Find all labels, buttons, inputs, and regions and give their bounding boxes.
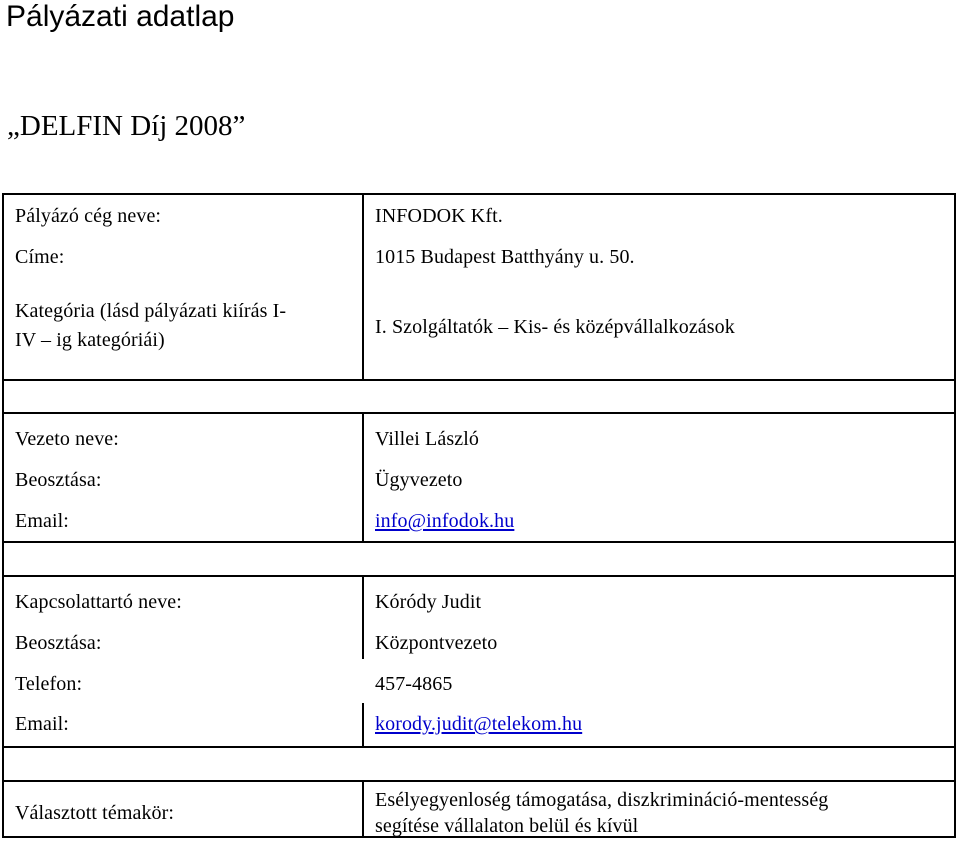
- column-divider: [362, 782, 364, 838]
- contact-position-label: Beosztása:: [15, 632, 102, 654]
- manager-position-label: Beosztása:: [15, 469, 102, 491]
- row-separator: [4, 575, 954, 577]
- application-form-table: [2, 193, 956, 838]
- row-separator: [4, 746, 954, 748]
- company-name-value: INFODOK Kft.: [375, 205, 503, 227]
- row-separator: [4, 780, 954, 782]
- page-title: Pályázati adatlap: [6, 0, 235, 33]
- address-value: 1015 Budapest Batthyány u. 50.: [375, 246, 635, 268]
- award-title: „DELFIN Díj 2008”: [7, 110, 246, 142]
- column-divider: [362, 195, 364, 381]
- manager-name-value: Villei László: [375, 428, 479, 450]
- manager-email-link[interactable]: info@infodok.hu: [375, 510, 515, 532]
- topic-value-line1: Esélyegyenloség támogatása, diszkrimináció-mentesség: [375, 789, 829, 811]
- row-separator: [4, 379, 954, 381]
- topic-value-line2: segítése vállalaton belül és kívül: [375, 815, 639, 837]
- contact-email-label: Email:: [15, 713, 69, 735]
- manager-name-label: Vezeto neve:: [15, 428, 119, 450]
- category-label-line1: Kategória (lásd pályázati kiírás I-: [15, 300, 287, 322]
- manager-email-label: Email:: [15, 510, 69, 532]
- column-divider: [362, 414, 364, 543]
- column-divider: [362, 577, 364, 659]
- contact-name-value: Kóródy Judit: [375, 591, 482, 613]
- category-label-line2: IV – ig kategóriái): [15, 329, 165, 351]
- manager-position-value: Ügyvezeto: [375, 469, 463, 491]
- column-divider: [362, 703, 364, 748]
- contact-phone-label: Telefon:: [15, 673, 83, 695]
- company-name-label: Pályázó cég neve:: [15, 205, 162, 227]
- contact-email-link[interactable]: korody.judit@telekom.hu: [375, 713, 583, 735]
- address-label: Címe:: [15, 246, 65, 268]
- category-value: I. Szolgáltatók – Kis- és középvállalkozások: [375, 316, 735, 338]
- row-separator: [4, 412, 954, 414]
- row-separator: [4, 541, 954, 543]
- contact-phone-value: 457-4865: [375, 673, 453, 695]
- contact-name-label: Kapcsolattartó neve:: [15, 591, 182, 613]
- contact-position-value: Központvezeto: [375, 632, 498, 654]
- topic-label: Választott témakör:: [15, 802, 175, 824]
